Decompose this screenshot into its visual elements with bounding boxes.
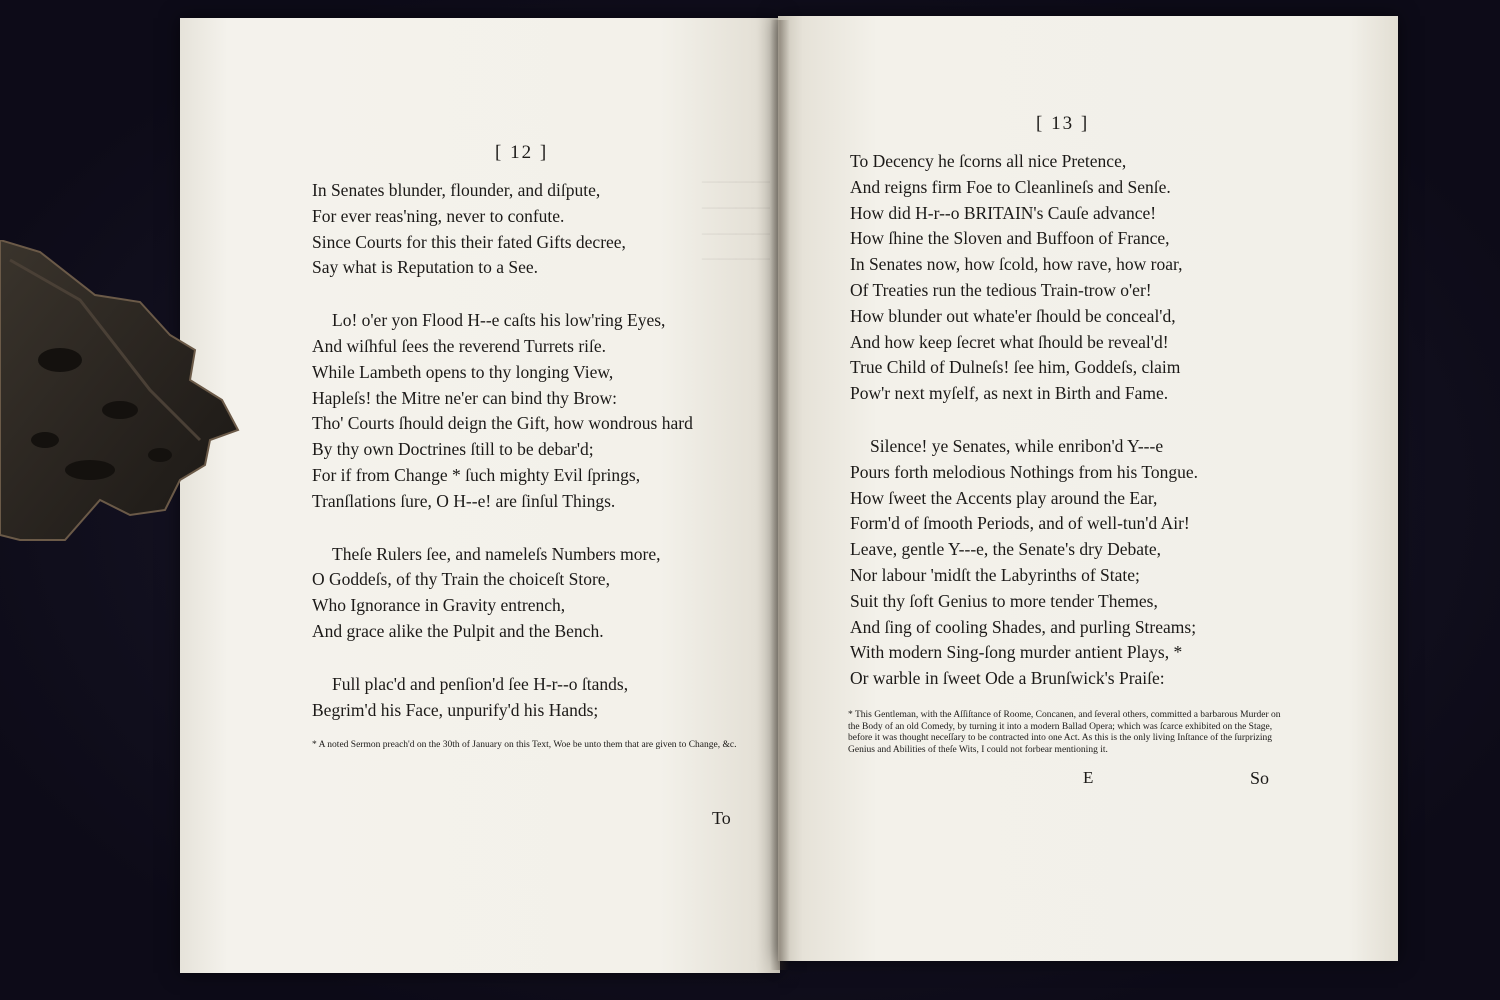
verse-line: For ever reas'ning, never to confute. [312, 205, 565, 226]
verse-line: And wiſhful ſees the reverend Turrets riſe. [312, 335, 607, 356]
verse-line: For if from Change * ſuch mighty Evil ſprings, [312, 464, 641, 485]
stanza-break [850, 407, 1198, 434]
footnote-right: * This Gentleman, with the Aſſiſtance of Roome, Concanen, and ſeveral others, committed a barbarous Murder on the Body of an old Comedy, by turning it into a modern Ballad Opera; which was ſcarce exhibited on the Stage, before it was thought neceſſary to be contracted into one Act. As this is the only living Inſtance of the ſurprizing Genius and Abilities of theſe Wits, I could not forbear mentioning it. [848, 710, 1281, 755]
verse-line: Tho' Courts ſhould deign the Gift, how wondrous hard [312, 413, 693, 434]
verse-line: How ſweet the Accents play around the Ear, [850, 487, 1158, 508]
verse-line: True Child of Dulneſs! ſee him, Goddeſs, claim [850, 357, 1181, 378]
left-poem [312, 178, 693, 723]
verse-line: While Lambeth opens to thy longing View, [312, 361, 614, 382]
verse-line: Pow'r next myſelf, as next in Birth and Fame. [850, 383, 1169, 404]
verse-line: How blunder out whate'er ſhould be conceal'd, [850, 305, 1176, 326]
verse-line: How did H-r--o BRITAIN's Cauſe advance! [850, 202, 1157, 223]
leaf-bookmark-icon [0, 240, 240, 550]
catchword-right: So [1250, 768, 1270, 788]
verse-line: Suit thy ſoft Genius to more tender Themes, [850, 590, 1158, 611]
verse-line: And reigns firm Foe to Cleanlineſs and Senſe. [850, 176, 1171, 197]
right-poem [850, 149, 1198, 692]
page-number-right: [ 13 ] [1036, 113, 1090, 134]
verse-line: Pours forth melodious Nothings from his Tongue. [850, 461, 1198, 482]
verse-line: And grace alike the Pulpit and the Bench. [312, 620, 604, 641]
signature-mark: E [1083, 768, 1094, 787]
verse-line: Leave, gentle Y---e, the Senate's dry Debate, [850, 539, 1162, 560]
verse-line: Form'd of ſmooth Periods, and of well-tun'd Air! [850, 513, 1190, 534]
verse-line: In Senates now, how ſcold, how rave, how roar, [850, 254, 1183, 275]
verse-line: Theſe Rulers ſee, and nameleſs Numbers more, [332, 543, 661, 564]
verse-line: In Senates blunder, flounder, and diſpute, [312, 180, 601, 200]
verse-line: With modern Sing-ſong murder antient Plays, * [850, 642, 1183, 663]
verse-line: How ſhine the Sloven and Buffoon of France, [850, 228, 1170, 249]
verse-line: Who Ignorance in Gravity entrench, [312, 595, 566, 616]
verse-line: Lo! o'er yon Flood H--e caſts his low'ring Eyes, [332, 310, 666, 331]
verse-line: To Decency he ſcorns all nice Pretence, [850, 151, 1127, 171]
verse-line: And ſing of cooling Shades, and purling Streams; [850, 616, 1197, 637]
page-number-left: [ 12 ] [495, 142, 549, 163]
verse-line: By thy own Doctrines ſtill to be debar'd; [312, 439, 594, 460]
verse-line: Say what is Reputation to a See. [312, 257, 539, 278]
verse-line: O Goddeſs, of thy Train the choiceſt Store, [312, 569, 610, 590]
show-through-text: ———— ———— ———— ———— [702, 171, 770, 268]
verse-line: Tranſlations ſure, O H--e! are ſinſul Things. [312, 490, 616, 511]
verse-line: Begrim'd his Face, unpurify'd his Hands; [312, 699, 599, 720]
verse-line: Hapleſs! the Mitre ne'er can bind thy Brow: [312, 387, 617, 408]
stanza-break [312, 515, 693, 542]
verse-line: Of Treaties run the tedious Train-trow o'er! [850, 279, 1152, 300]
verse-line: Silence! ye Senates, while enribon'd Y---e [870, 435, 1164, 456]
catchword-left: To [712, 808, 731, 828]
footnote-left: * A noted Sermon preach'd on the 30th of January on this Text, Woe be unto them that are given to Change, &c. [312, 740, 737, 750]
left-page [180, 18, 780, 973]
verse-line: Nor labour 'midſt the Labyrinths of State; [850, 564, 1140, 585]
stanza-break [312, 281, 693, 308]
verse-line: Or warble in ſweet Ode a Brunſwick's Praiſe: [850, 668, 1165, 689]
verse-line: Since Courts for this their fated Gifts decree, [312, 231, 626, 252]
right-page [778, 16, 1398, 961]
verse-line: And how keep ſecret what ſhould be reveal'd! [850, 331, 1169, 352]
verse-line: Full plac'd and penſion'd ſee H-r--o ſtands, [332, 673, 629, 694]
book-gutter [770, 20, 790, 970]
stanza-break [312, 645, 693, 672]
